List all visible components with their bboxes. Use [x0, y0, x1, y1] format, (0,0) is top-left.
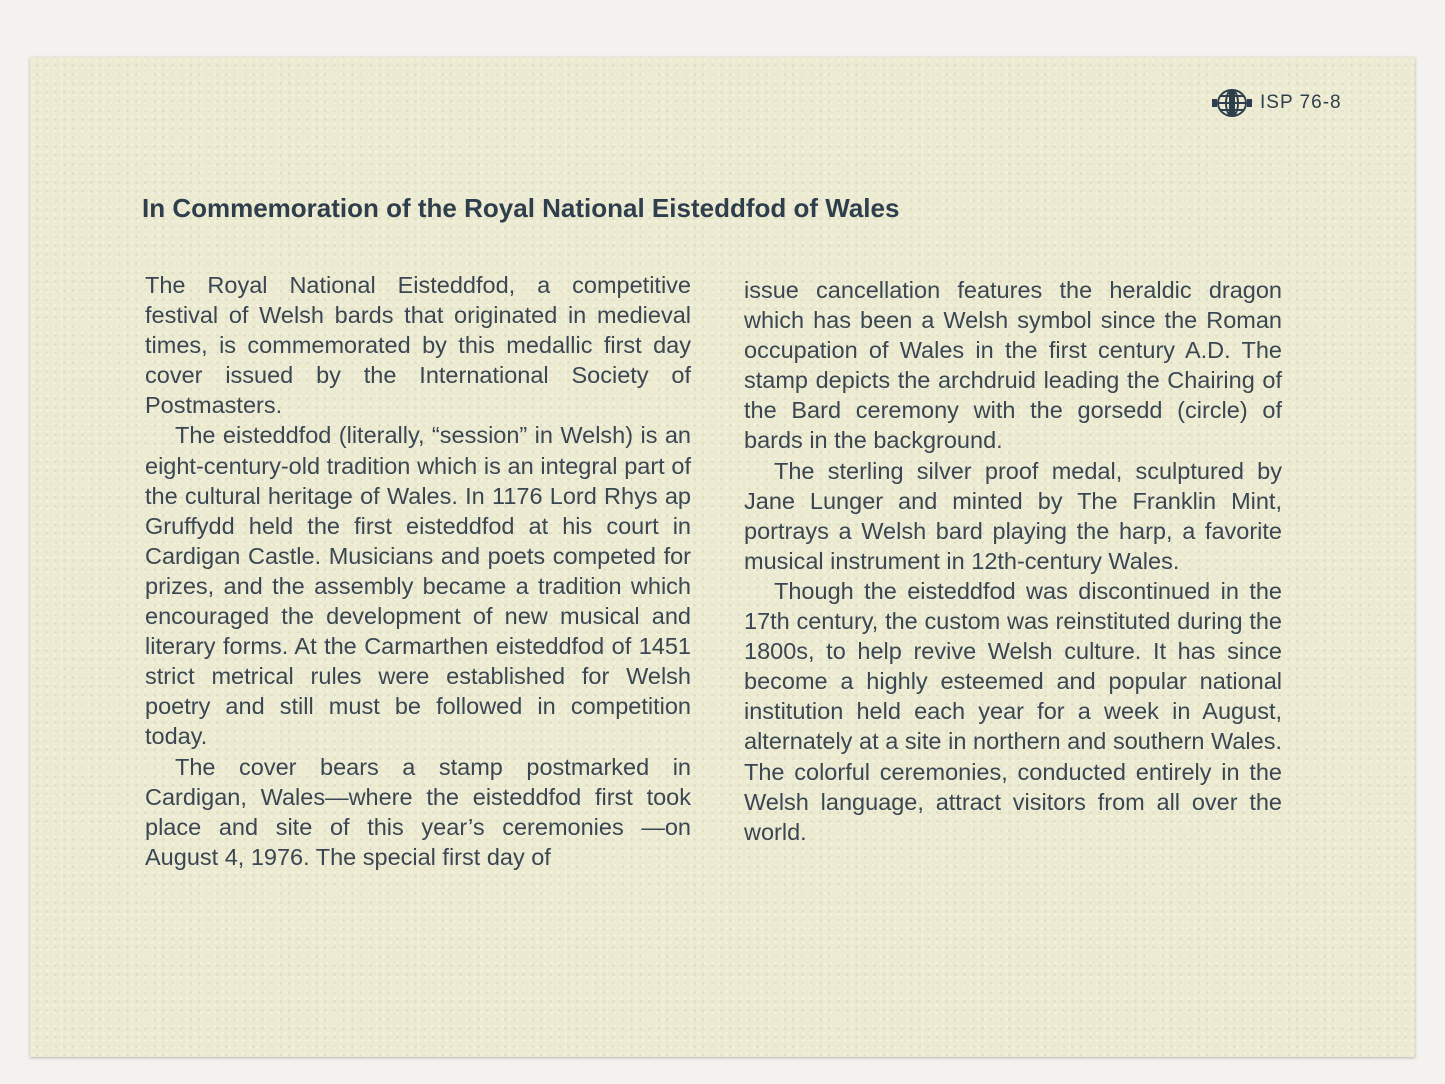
insert-card [30, 57, 1415, 1057]
publisher-mark [1210, 87, 1342, 119]
right-text-column [744, 275, 1282, 847]
left-text-column [145, 270, 691, 872]
paragraph: The sterling silver proof medal, sculptured by Jane Lunger and minted by The Franklin Mint, portrays a Welsh bard playing the harp, a favorite musical instrument in 12th-century Wales. [744, 457, 1282, 574]
paragraph: Though the eisteddfod was discontinued in the 17th century, the custom was reinstituted during the 1800s, to help revive Welsh culture. It has since become a highly esteemed and popular national institution held each year for a week in August, alternately at a site in northern and southern Wales. The colorful ceremonies, conducted entirely in the Welsh language, attract visitors from all over the world. [744, 577, 1282, 845]
paragraph: The cover bears a stamp postmarked in Cardigan, Wales—where the eisteddfod first took place and site of this year’s ceremonies —on August 4, 1976. The special first day of [145, 753, 691, 870]
paragraph: The eisteddfod (literally, “session” in Welsh) is an eight-century-old tradition which is an integral part of the cultural heritage of Wales. In 1176 Lord Rhys ap Gruffydd held the first eisteddfod at his court in Cardigan Castle. Musicians and poets competed for prizes, and the assembly became a tradition which encouraged the development of new musical and literary forms. At the Carmarthen eisteddfod of 1451 strict metrical rules were established for Welsh poetry and still must be followed in competition today. [145, 422, 691, 750]
paragraph: issue cancellation features the heraldic dragon which has been a Welsh symbol since the Roman occupation of Wales in the first century A.D. The stamp depicts the archdruid leading the Chairing of the Bard ceremony with the gorsedd (circle) of bards in the background. [744, 277, 1282, 454]
catalog-code: ISP 76-8 [1260, 92, 1342, 113]
paragraph: The Royal National Eisteddfod, a competitive festival of Welsh bards that originated in medieval times, is commemorated by this medallic first day cover issued by the International Society of Postmasters. [145, 272, 691, 419]
isp-globe-logo-icon [1210, 87, 1254, 119]
page-title: In Commemoration of the Royal National Eisteddfod of Wales [142, 193, 900, 223]
